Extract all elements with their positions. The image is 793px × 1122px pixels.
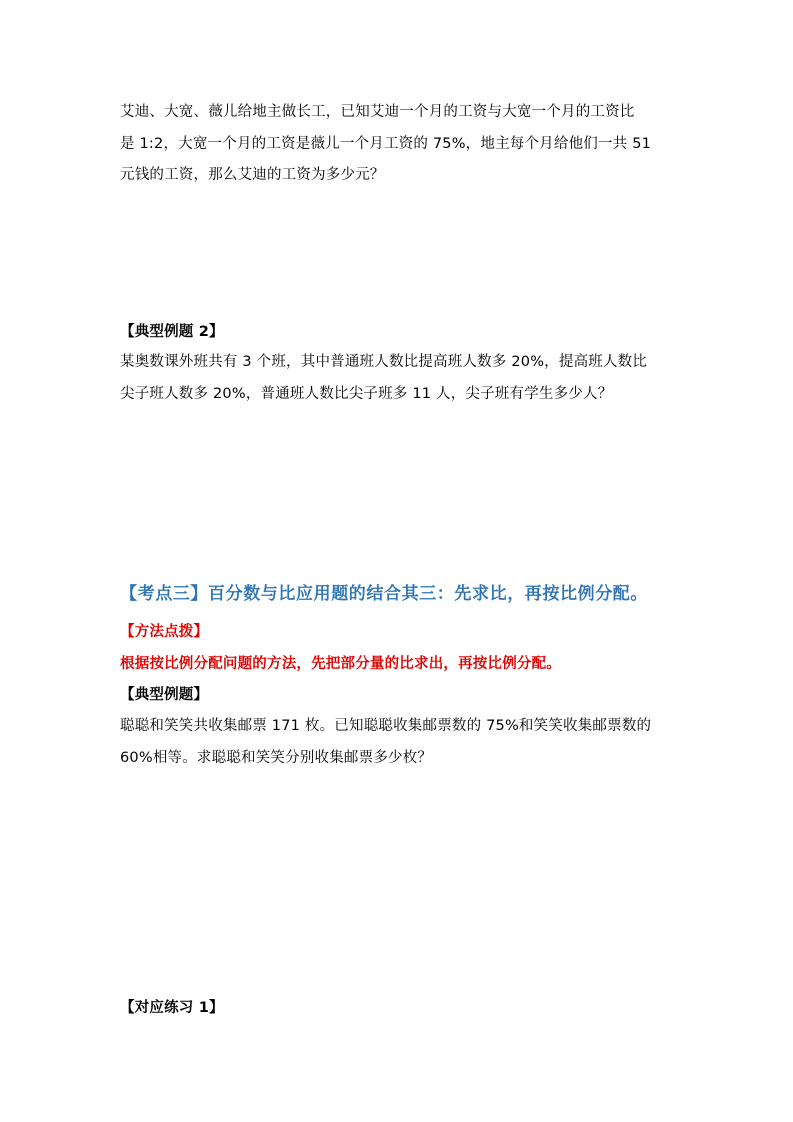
example-2-text-line-1: 某奥数课外班共有 3 个班，其中普通班人数比提高班人数多 20%，提高班人数比 <box>120 354 648 370</box>
example-2-text-line-2: 尖子班人数多 20%，普通班人数比尖子班多 11 人，尖子班有学生多少人？ <box>120 386 613 402</box>
problem-text-line-2: 是 1:2，大宽一个月的工资是薇儿一个月工资的 75%，地主每个月给他们一共 51 <box>120 136 652 152</box>
method-tip-title: 【方法点拨】 <box>120 624 209 640</box>
problem-text-line-1: 艾迪、大宽、薇儿给地主做长工，已知艾迪一个月的工资与大宽一个月的工资比 <box>120 104 635 120</box>
example-text-line-1: 聪聪和笑笑共收集邮票 171 枚。已知聪聪收集邮票数的 75%和笑笑收集邮票数的 <box>120 718 652 734</box>
example-2-title: 【典型例题 2】 <box>120 324 224 340</box>
example-text-line-2: 60%相等。求聪聪和笑笑分别收集邮票多少枚？ <box>120 750 433 766</box>
practice-1-title: 【对应练习 1】 <box>120 1000 224 1016</box>
method-tip-text: 根据按比例分配问题的方法，先把部分量的比求出，再按比例分配。 <box>120 656 561 672</box>
problem-text-line-3: 元钱的工资，那么艾迪的工资为多少元？ <box>120 167 385 183</box>
example-title: 【典型例题】 <box>120 687 209 703</box>
section-3-heading: 【考点三】百分数与比应用题的结合其三：先求比，再按比例分配。 <box>120 584 648 604</box>
